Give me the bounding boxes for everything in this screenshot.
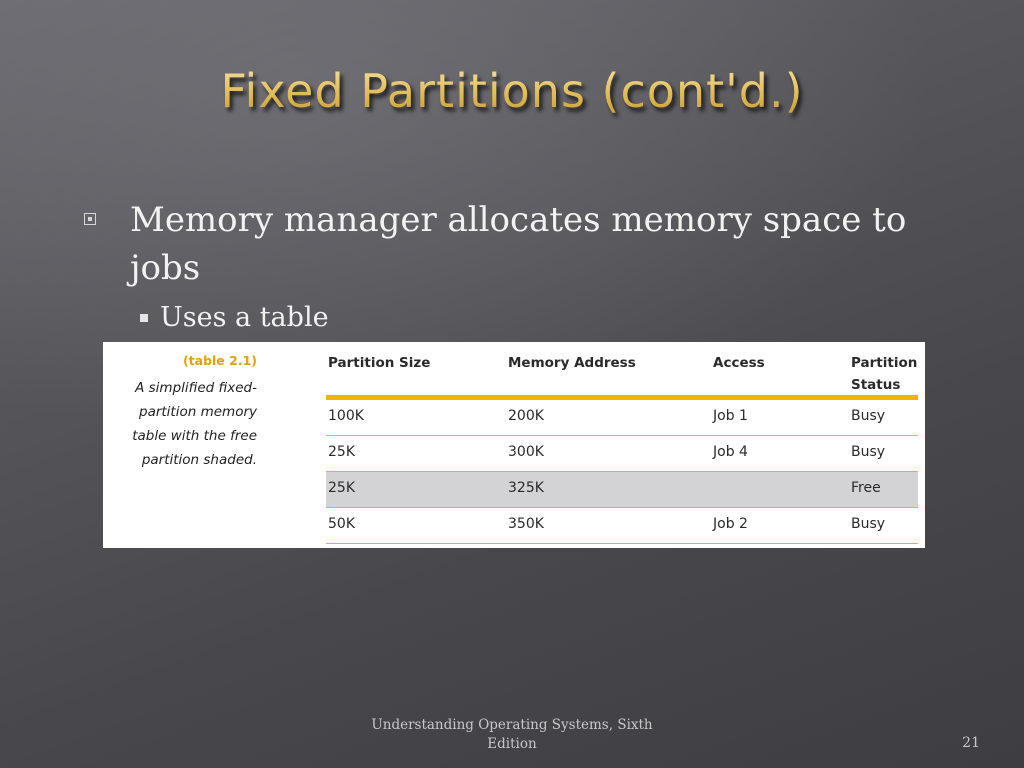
small-square-bullet-icon	[140, 314, 148, 322]
cell-address: 350K	[508, 516, 544, 532]
header-partition-size: Partition Size	[328, 355, 431, 371]
cell-status: Free	[851, 480, 881, 496]
cell-address: 325K	[508, 480, 544, 496]
cell-status: Busy	[851, 516, 886, 532]
square-bullet-icon	[84, 213, 96, 225]
table-row	[326, 508, 918, 544]
table-label: (table 2.1)	[182, 353, 257, 368]
header-memory-address: Memory Address	[508, 355, 636, 371]
page-number: 21	[962, 735, 980, 751]
cell-address: 200K	[508, 408, 544, 424]
slide-title: Fixed Partitions (cont'd.)	[0, 64, 1024, 118]
footer-text: Understanding Operating Systems, Sixth Edition	[371, 717, 653, 752]
sub-bullet-item	[140, 298, 329, 338]
cell-status: Busy	[851, 408, 886, 424]
cell-status: Busy	[851, 444, 886, 460]
table-header	[326, 342, 918, 400]
figure-caption	[103, 342, 257, 472]
cell-access: Job 2	[713, 516, 748, 532]
cell-access: Job 1	[713, 408, 748, 424]
cell-size: 50K	[328, 516, 355, 532]
cell-address: 300K	[508, 444, 544, 460]
table-row	[326, 400, 918, 436]
cell-size: 25K	[328, 444, 355, 460]
cell-access: Job 4	[713, 444, 748, 460]
header-partition-status: Partition Status	[851, 355, 918, 393]
header-access: Access	[713, 355, 765, 371]
table-figure	[103, 342, 925, 548]
sub-bullet-text: Uses a table	[160, 302, 329, 333]
partition-table	[326, 342, 918, 544]
bullet-text: Memory manager allocates memory space to jobs	[130, 200, 907, 288]
cell-size: 25K	[328, 480, 355, 496]
table-row-free	[326, 472, 918, 508]
cell-size: 100K	[328, 408, 364, 424]
table-row	[326, 436, 918, 472]
caption-text: A simplified fixed-partition memory table with the free partition shaded.	[132, 380, 257, 468]
bullet-item	[84, 196, 944, 292]
